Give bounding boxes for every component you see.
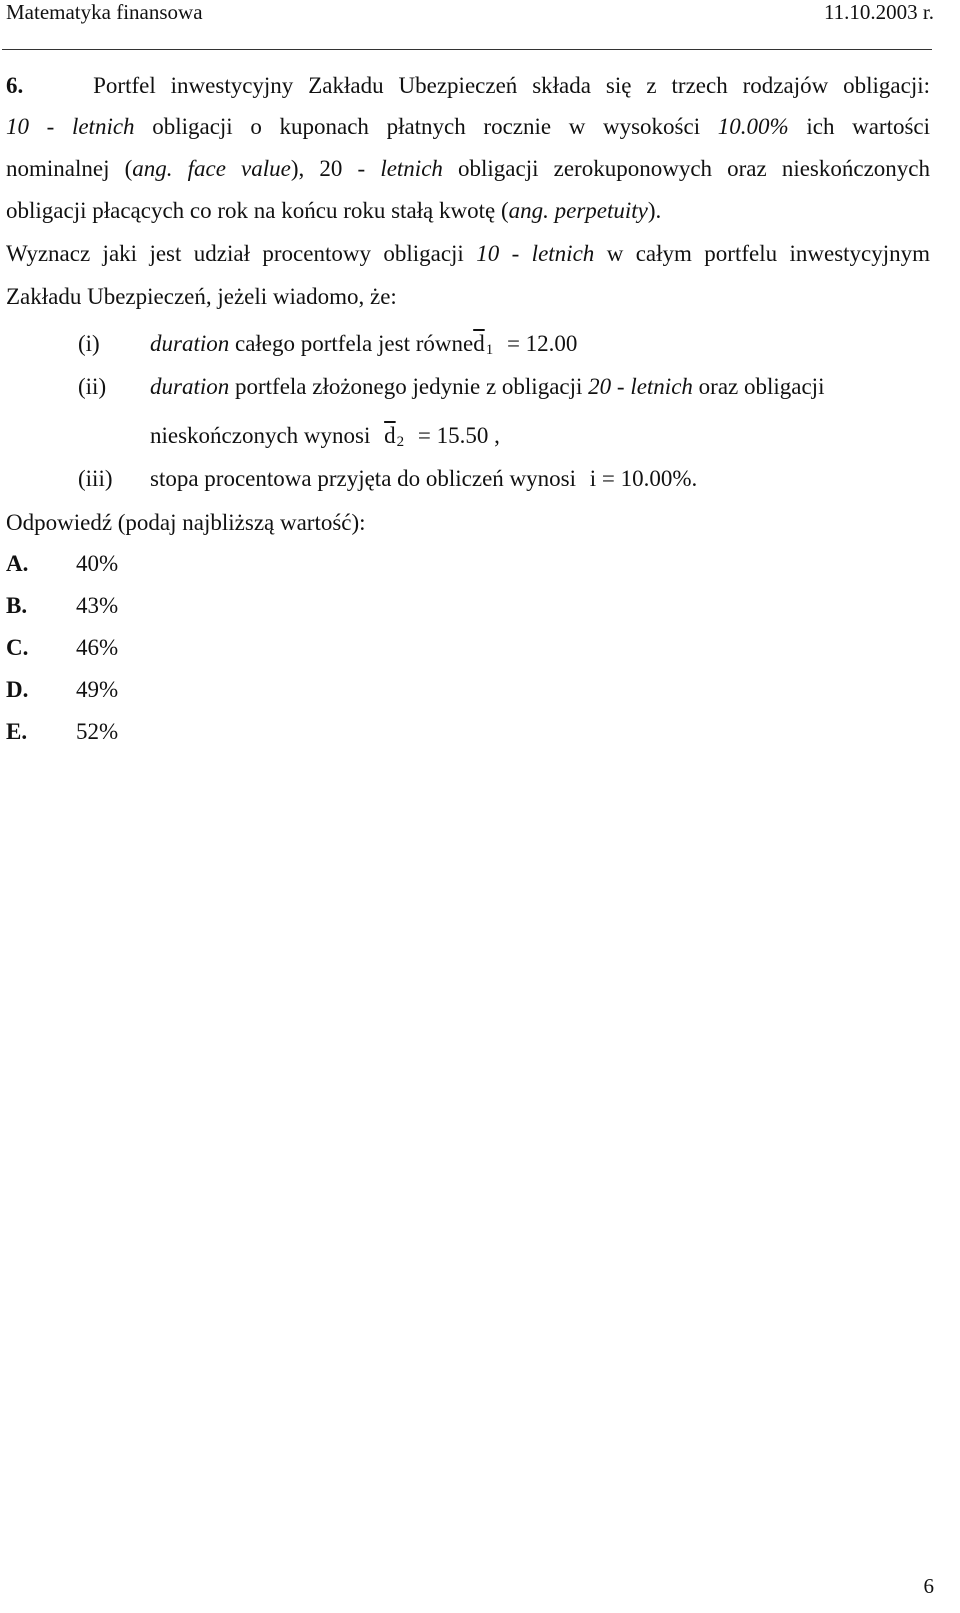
problem-line-2: [6, 106, 930, 147]
problem-italic: ang. perpetuity: [508, 198, 648, 223]
problem-italic: letnich: [380, 156, 443, 181]
answer-letter: C.: [6, 635, 29, 660]
problem-line-6: Zakładu Ubezpieczeń, jeżeli wiadomo, że:: [6, 284, 397, 309]
header-divider: [2, 49, 932, 50]
problem-italic: 10.00%: [717, 114, 789, 139]
condition-text: stopa procentowa przyjęta do obliczeń wynosi: [150, 466, 577, 491]
problem-text: ).: [647, 198, 662, 223]
answer-option-b[interactable]: [6, 593, 119, 619]
condition-value: = 12.00: [506, 331, 578, 356]
answer-value: 40%: [76, 551, 119, 576]
answer-option-e[interactable]: [6, 719, 119, 745]
header-date: 11.10.2003 r.: [823, 0, 934, 24]
condition-italic: duration: [150, 331, 230, 356]
condition-3: [150, 466, 697, 492]
problem-text: Wyznacz jaki jest udział procentowy obligacji: [6, 241, 464, 266]
condition-2-cont: [150, 423, 500, 449]
duration-variable: $\overline{d}$: [384, 423, 396, 448]
subscript: 1: [485, 342, 494, 358]
problem-italic: 10 - letnich: [6, 114, 135, 139]
subscript: 2: [396, 434, 405, 450]
answer-option-d[interactable]: [6, 677, 119, 703]
problem-text: ), 20 -: [290, 156, 366, 181]
condition-text: portfela złożonego jedynie z obligacji: [234, 374, 583, 399]
problem-number: 6.: [6, 73, 24, 98]
condition-label: (i): [78, 331, 100, 356]
page-number: 6: [923, 1574, 934, 1598]
problem-line-4: [6, 190, 661, 231]
answer-prompt: Odpowiedź (podaj najbliższą wartość):: [6, 510, 366, 535]
condition-value: = 15.50 ,: [417, 423, 500, 448]
problem-line-1: [6, 65, 930, 106]
answer-value: 43%: [76, 593, 119, 618]
answer-value: 52%: [76, 719, 119, 744]
answer-letter: B.: [6, 593, 28, 618]
answer-option-c[interactable]: [6, 635, 119, 661]
problem-text: ich wartości: [806, 114, 931, 139]
answer-option-a[interactable]: [6, 551, 119, 577]
problem-text: nominalnej (: [6, 156, 133, 181]
condition-text: nieskończonych wynosi: [150, 423, 371, 448]
problem-italic: 10 - letnich: [476, 241, 595, 266]
answer-letter: D.: [6, 677, 29, 702]
condition-italic: duration: [150, 374, 230, 399]
header-title: Matematyka finansowa: [6, 0, 203, 24]
condition-text: oraz obligacji: [698, 374, 825, 399]
problem-line-5: [6, 233, 930, 274]
problem-text: Portfel inwestycyjny Zakładu Ubezpieczeń składa się z trzech rodzajów obligacji:: [93, 73, 930, 98]
answer-value: 46%: [76, 635, 119, 660]
condition-value: i = 10.00%.: [589, 466, 698, 491]
condition-2: [150, 374, 824, 400]
condition-label: (ii): [78, 374, 107, 399]
answer-value: 49%: [76, 677, 119, 702]
problem-text: obligacji o kuponach płatnych rocznie w wysokości: [152, 114, 701, 139]
condition-italic: 20 - letnich: [588, 374, 693, 399]
duration-variable: $\overline{d}$: [473, 331, 485, 356]
answer-letter: A.: [6, 551, 29, 576]
condition-label: (iii): [78, 466, 113, 491]
condition-1: [150, 331, 577, 357]
problem-line-3: [6, 148, 930, 189]
problem-text: w całym portfelu inwestycyjnym: [606, 241, 931, 266]
condition-text: całego portfela jest równe: [234, 331, 474, 356]
answer-letter: E.: [6, 719, 28, 744]
problem-text: obligacji płacących co rok na końcu roku stałą kwotę (: [6, 198, 509, 223]
problem-text: obligacji zerokuponowych oraz nieskończonych: [458, 156, 931, 181]
problem-italic: ang. face value: [132, 156, 291, 181]
